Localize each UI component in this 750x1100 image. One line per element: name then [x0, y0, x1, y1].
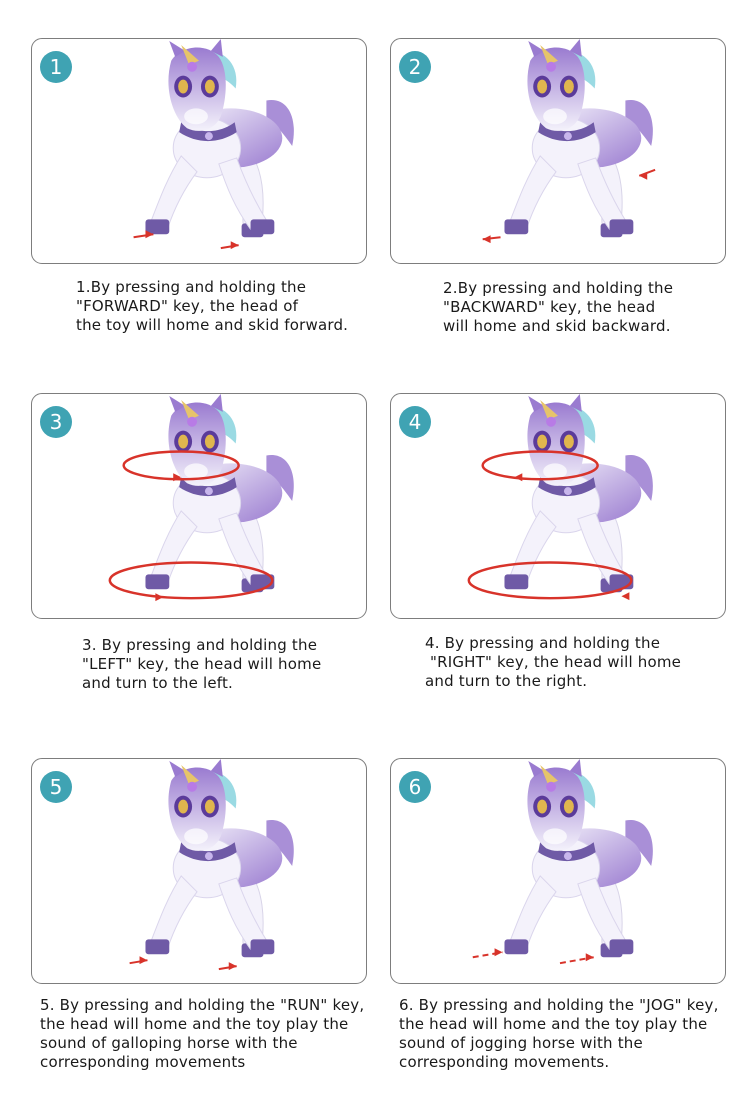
- caption-line: the head will home and the toy play the: [40, 1015, 349, 1033]
- caption-line: 3. By pressing and holding the: [82, 636, 318, 654]
- step-caption-3: [82, 636, 321, 693]
- caption-line: and turn to the left.: [82, 674, 234, 692]
- unicorn-toy-image: [391, 759, 725, 983]
- caption-line: sound of galloping horse with the: [40, 1034, 298, 1052]
- caption-line: "LEFT" key, the head will home: [82, 655, 322, 673]
- step-panel-3: [31, 393, 367, 619]
- step-number-badge: 1: [40, 51, 72, 83]
- step-caption-6: [399, 996, 719, 1072]
- step-panel-1: [31, 38, 367, 264]
- step-number-badge: 3: [40, 406, 72, 438]
- caption-line: "RIGHT" key, the head will home: [425, 653, 682, 671]
- step-number-badge: 4: [399, 406, 431, 438]
- step-number-badge: 5: [40, 771, 72, 803]
- caption-line: "FORWARD" key, the head of: [76, 297, 299, 315]
- caption-line: 1.By pressing and holding the: [76, 278, 307, 296]
- caption-line: the toy will home and skid forward.: [76, 316, 349, 334]
- caption-line: 2.By pressing and holding the: [443, 279, 674, 297]
- step-panel-5: [31, 758, 367, 984]
- caption-line: will home and skid backward.: [443, 317, 671, 335]
- caption-line: corresponding movements: [40, 1053, 246, 1071]
- caption-line: 6. By pressing and holding the "JOG" key,: [399, 996, 719, 1014]
- caption-line: and turn to the right.: [425, 672, 588, 690]
- unicorn-toy-image: [32, 394, 366, 618]
- caption-line: 4. By pressing and holding the: [425, 634, 661, 652]
- caption-line: "BACKWARD" key, the head: [443, 298, 656, 316]
- step-panel-2: [390, 38, 726, 264]
- unicorn-toy-image: [32, 39, 366, 263]
- step-panel-4: [390, 393, 726, 619]
- caption-line: sound of jogging horse with the: [399, 1034, 643, 1052]
- unicorn-toy-image: [391, 39, 725, 263]
- step-caption-1: [76, 278, 348, 335]
- step-number-badge: 2: [399, 51, 431, 83]
- step-caption-5: [40, 996, 364, 1072]
- step-number-badge: 6: [399, 771, 431, 803]
- caption-line: corresponding movements.: [399, 1053, 610, 1071]
- caption-line: the head will home and the toy play the: [399, 1015, 708, 1033]
- caption-line: 5. By pressing and holding the "RUN" key,: [40, 996, 365, 1014]
- step-caption-4: [425, 634, 681, 691]
- unicorn-toy-image: [32, 759, 366, 983]
- unicorn-toy-image: [391, 394, 725, 618]
- step-panel-6: [390, 758, 726, 984]
- step-caption-2: [443, 279, 673, 336]
